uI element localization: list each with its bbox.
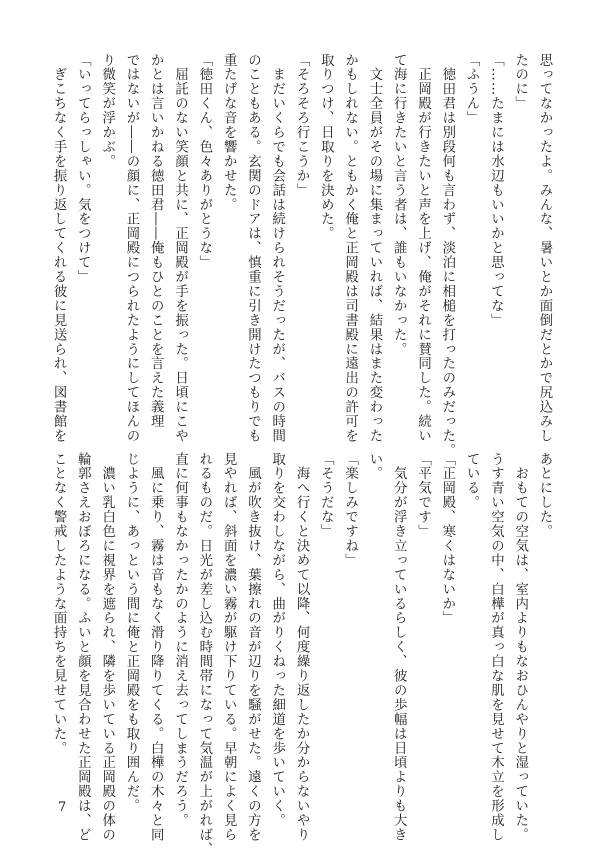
text-line: 海へ行くと決めて以降、何度繰り返したか分からないやり xyxy=(294,452,310,843)
text-line: 「そろそろ行こうか」 xyxy=(294,53,310,198)
text-line: うす青い空気の中、白樺が真っ白な肌を見せて木立を形成し xyxy=(488,452,504,843)
text-line: 「徳田くん、色々ありがとうな」 xyxy=(196,53,212,270)
text-line: れるものだ。日光が差し込む時間帯になって気温が上がれば、 xyxy=(196,452,212,857)
text-line: 輪郭さえおぼろになる。ふいと顔を見合わせた正岡殿は、ど xyxy=(75,452,91,843)
text-line: 取りつけ、日取りを決めた。 xyxy=(318,53,334,241)
text-line: て海に行きたいと言う者は、誰もいなかった。 xyxy=(391,53,407,357)
text-line: 「平気です」 xyxy=(415,452,431,539)
text-line: い。 xyxy=(366,452,382,481)
text-line: 「楽しみですね」 xyxy=(342,452,358,568)
text-line: たのに」 xyxy=(512,53,528,111)
page-number: 7 xyxy=(58,800,67,815)
text-line: 屈託のない笑顔と共に、正岡殿が手を振った。日頃にこや xyxy=(172,53,188,444)
text-line: のこともある。玄関のドアは、慎重に引き開けたつもりでも xyxy=(245,53,261,444)
text-line: ことなく警戒したような面持ちを見せていた。 xyxy=(51,452,67,756)
text-line: 気分が浮き立っているらしく、彼の歩幅は日頃よりも大き xyxy=(391,452,407,843)
text-line: かとは言いかねる徳田君――俺もひとのことを言えた義理 xyxy=(148,53,164,429)
text-line: ぎこちなく手を振り返してくれる彼に見送られ、図書館を xyxy=(51,53,67,444)
text-line: 「いってらっしゃい。気をつけて」 xyxy=(75,53,91,285)
text-line: 「……たまには水辺もいいかと思ってな」 xyxy=(488,53,504,328)
lower-text-block xyxy=(46,452,556,857)
text-line: 正岡殿が行きたいと声を上げ、俺がそれに賛同した。続い xyxy=(415,53,431,444)
upper-text-block xyxy=(46,53,556,458)
text-line: おもての空気は、室内よりもなおひんやりと湿っていた。 xyxy=(512,452,528,843)
text-line: 重たげな音を響かせた。 xyxy=(221,53,237,212)
text-line: り微笑が浮かぶ。 xyxy=(99,53,115,169)
text-line: 直に何事もなかったかのように消え去ってしまうだろう。 xyxy=(172,452,188,828)
text-line: じように、あっという間に俺と正岡殿をも取り囲んだ。 xyxy=(123,452,139,814)
text-line: 文士全員がその場に集まっていれば、結果はまた変わった xyxy=(366,53,382,444)
text-line: ている。 xyxy=(464,452,480,510)
text-line: 風に乗り、霧は音もなく滑り降りてくる。白樺の木々と同 xyxy=(148,452,164,843)
text-line: 「正岡殿、寒くはないか」 xyxy=(439,452,455,626)
text-line: 徳田君は別段何も言わず、淡泊に相槌を打ったのみだった。 xyxy=(439,53,455,458)
text-line: まだいくらでも会話は続けられそうだったが、バスの時間 xyxy=(269,53,285,444)
text-line: 「ふうん」 xyxy=(464,53,480,126)
text-line: 思ってなかったよ。みんな、暑いとか面倒だとかで尻込みし xyxy=(537,53,552,444)
text-line: あとにした。 xyxy=(537,452,552,539)
text-line: かもしれない。ともかく俺と正岡殿は司書殿に遠出の許可を xyxy=(342,53,358,444)
text-line: 取りを交わしながら、曲がりくねった細道を歩いていく。 xyxy=(269,452,285,828)
text-line: 濃い乳白色に視界を遮られ、隣を歩いている正岡殿の体の xyxy=(99,452,115,843)
text-line: 「そうだな」 xyxy=(318,452,334,539)
text-line: ではないが――の顔に、正岡殿につられたようにしてほんの xyxy=(123,53,139,444)
text-line: 風が吹き抜け、葉擦れの音が辺りを騒がせた。遠くの方を xyxy=(245,452,261,843)
text-line: 見やれば、斜面を濃い霧が駆け下りている。早朝によく見ら xyxy=(221,452,237,843)
